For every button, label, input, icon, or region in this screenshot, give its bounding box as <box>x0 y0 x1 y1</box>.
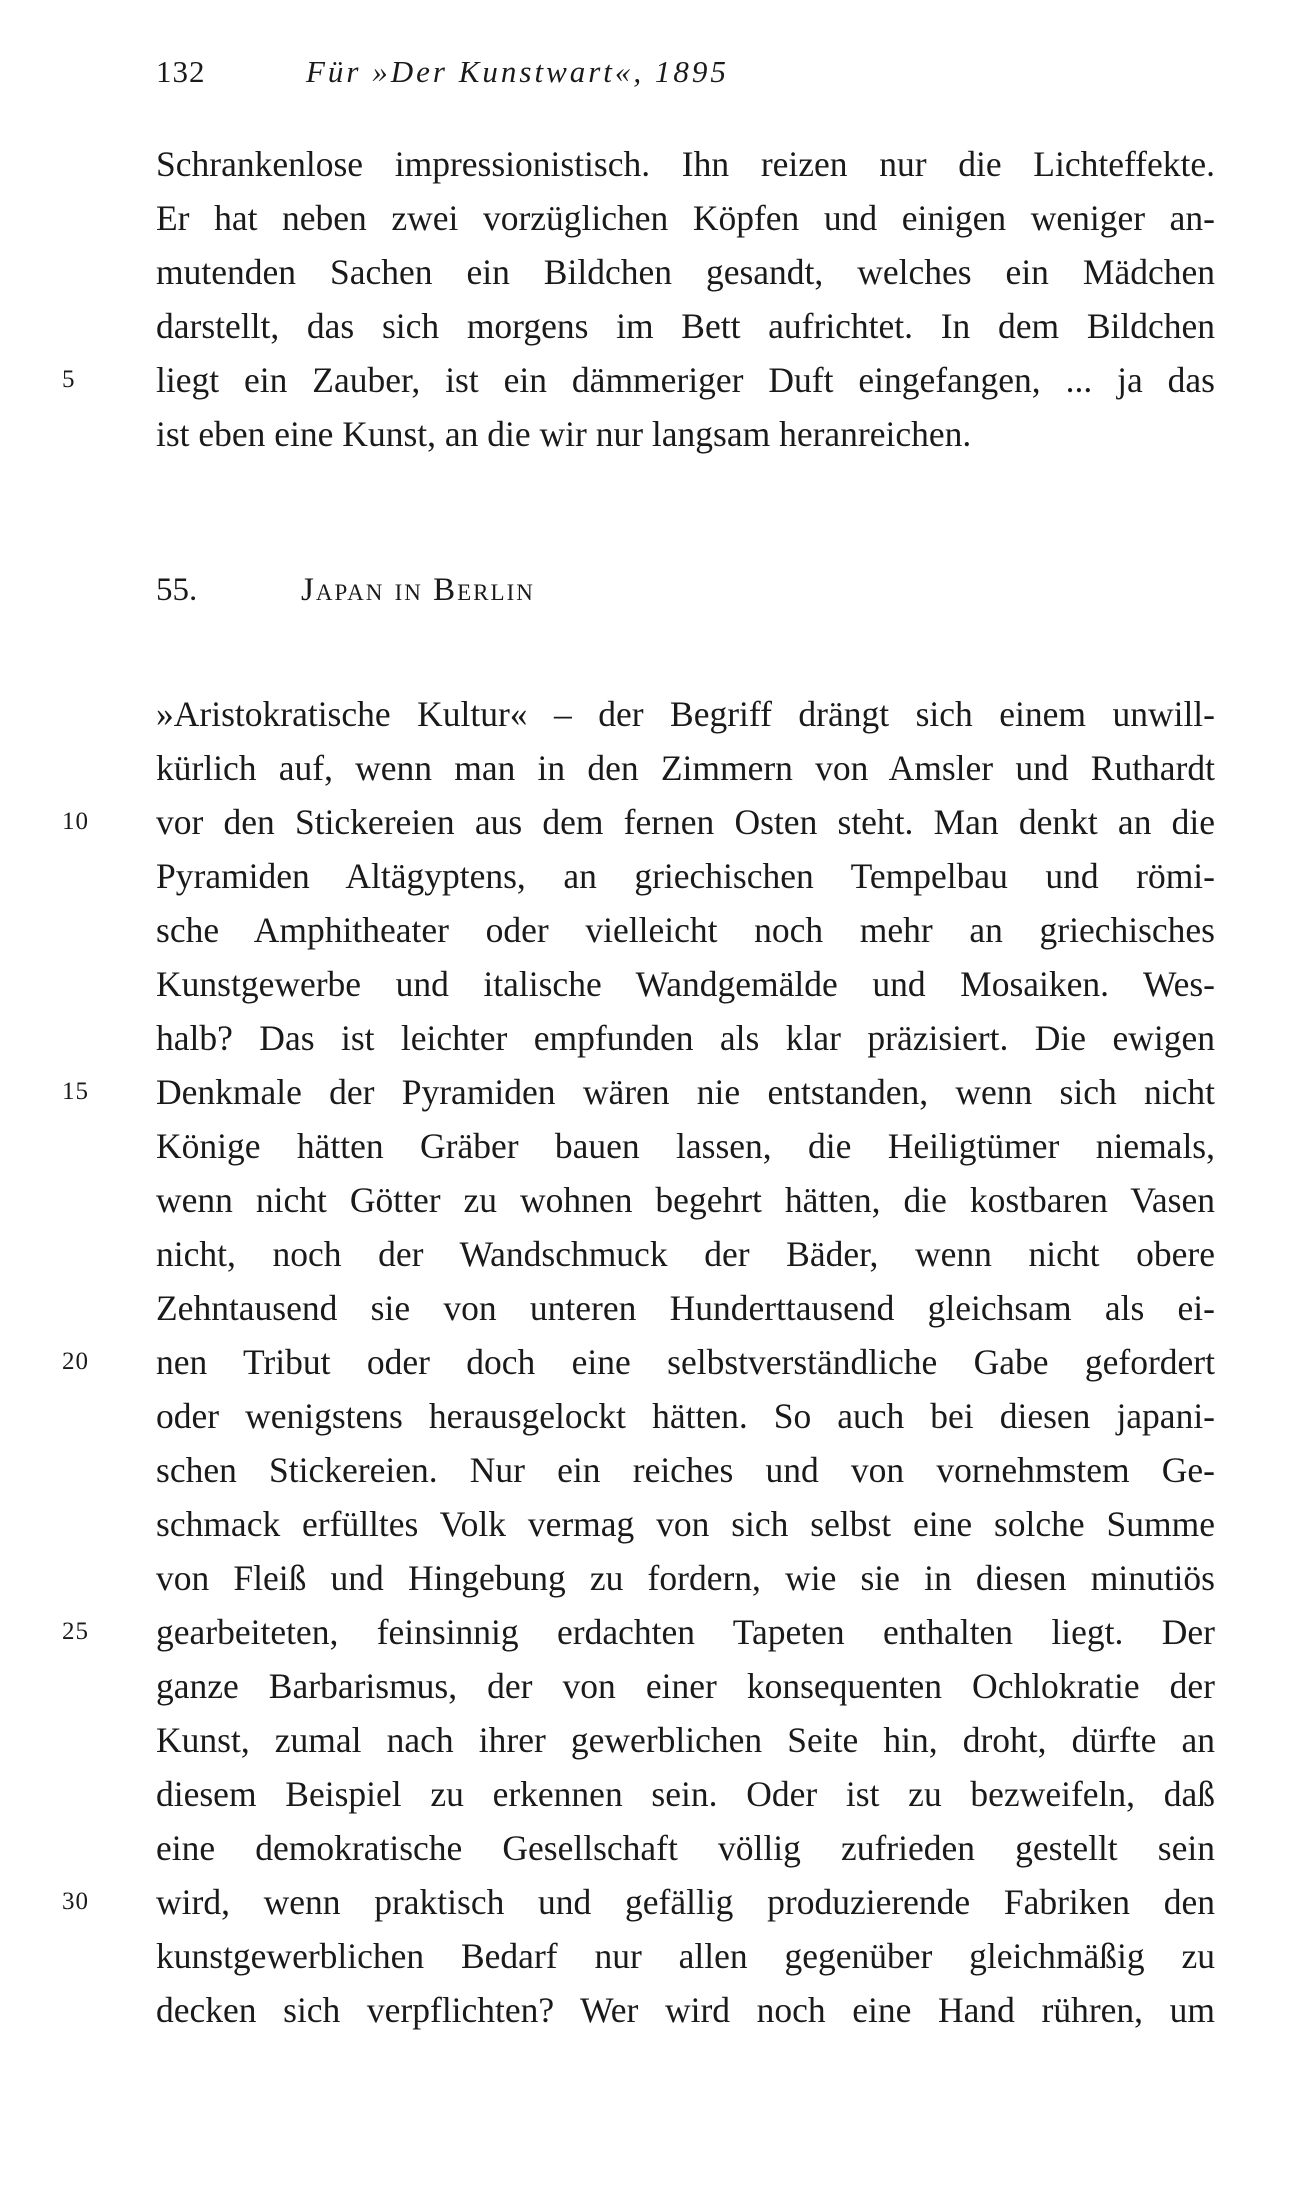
text-line <box>156 1011 1215 1065</box>
line-text: ganze Barbarismus, der von einer konsequenten Ochlokratie der <box>156 1666 1215 1706</box>
section-number: 55. <box>156 572 198 608</box>
page-number: 132 <box>156 54 206 89</box>
line-text: nicht, noch der Wandschmuck der Bäder, wenn nicht obere <box>156 1234 1215 1274</box>
line-text: oder wenigstens herausgelockt hätten. So auch bei diesen japani- <box>156 1396 1215 1436</box>
text-line <box>62 1605 1215 1659</box>
line-text: darstellt, das sich morgens im Bett aufrichtet. In dem Bildchen <box>156 306 1215 346</box>
text-line <box>156 1389 1215 1443</box>
text-line <box>156 687 1215 741</box>
text-line <box>156 957 1215 1011</box>
line-number: 10 <box>62 808 89 835</box>
line-text: wird, wenn praktisch und gefällig produzierende Fabriken den <box>156 1882 1215 1922</box>
line-text: Zehntausend sie von unteren Hunderttausend gleichsam als ei- <box>156 1288 1215 1328</box>
text-line <box>156 1713 1215 1767</box>
line-text: Er hat neben zwei vorzüglichen Köpfen und einigen weniger an- <box>156 198 1215 238</box>
section-body <box>62 687 1215 2037</box>
text-line <box>62 795 1215 849</box>
text-line <box>156 1173 1215 1227</box>
text-line <box>156 1443 1215 1497</box>
text-line <box>156 741 1215 795</box>
intro-paragraph <box>62 137 1215 461</box>
line-text: halb? Das ist leichter empfunden als klar präzisiert. Die ewigen <box>156 1018 1215 1058</box>
line-text: Kunst, zumal nach ihrer gewerblichen Seite hin, droht, dürfte an <box>156 1720 1215 1760</box>
text-line <box>156 849 1215 903</box>
line-number: 20 <box>62 1348 89 1375</box>
text-line <box>62 1335 1215 1389</box>
text-line <box>156 903 1215 957</box>
line-text: Pyramiden Altägyptens, an griechischen Tempelbau und römi- <box>156 856 1215 896</box>
line-text: sche Amphitheater oder vielleicht noch mehr an griechisches <box>156 910 1215 950</box>
text-line <box>156 299 1215 353</box>
line-text: kürlich auf, wenn man in den Zimmern von Amsler und Ruthardt <box>156 748 1215 788</box>
running-header <box>156 54 729 90</box>
text-line <box>62 1875 1215 1929</box>
text-line <box>156 1767 1215 1821</box>
text-line <box>156 407 1215 461</box>
line-text: ist eben eine Kunst, an die wir nur langsam heranreichen. <box>156 414 972 454</box>
line-text: eine demokratische Gesellschaft völlig zufrieden gestellt sein <box>156 1828 1215 1868</box>
line-number: 15 <box>62 1078 89 1105</box>
line-text: gearbeiteten, feinsinnig erdachten Tapeten enthalten liegt. Der <box>156 1612 1215 1652</box>
line-number: 30 <box>62 1888 89 1915</box>
line-text: Denkmale der Pyramiden wären nie entstanden, wenn sich nicht <box>156 1072 1215 1112</box>
line-text: vor den Stickereien aus dem fernen Osten steht. Man denkt an die <box>156 802 1215 842</box>
text-line <box>62 1065 1215 1119</box>
text-line <box>156 1983 1215 2037</box>
line-text: kunstgewerblichen Bedarf nur allen gegenüber gleichmäßig zu <box>156 1936 1215 1976</box>
line-text: Könige hätten Gräber bauen lassen, die Heiligtümer niemals, <box>156 1126 1215 1166</box>
text-line <box>156 191 1215 245</box>
text-line <box>156 1659 1215 1713</box>
line-text: »Aristokratische Kultur« – der Begriff drängt sich einem unwill- <box>156 694 1215 734</box>
line-text: schen Stickereien. Nur ein reiches und von vornehmstem Ge- <box>156 1450 1215 1490</box>
line-text: schmack erfülltes Volk vermag von sich selbst eine solche Summe <box>156 1504 1215 1544</box>
line-text: wenn nicht Götter zu wohnen begehrt hätten, die kostbaren Vasen <box>156 1180 1215 1220</box>
text-line <box>156 1281 1215 1335</box>
line-text: diesem Beispiel zu erkennen sein. Oder ist zu bezweifeln, daß <box>156 1774 1215 1814</box>
text-line <box>156 1227 1215 1281</box>
text-line <box>156 1119 1215 1173</box>
text-line <box>156 1929 1215 1983</box>
text-line <box>156 1497 1215 1551</box>
line-text: mutenden Sachen ein Bildchen gesandt, welches ein Mädchen <box>156 252 1215 292</box>
line-text: decken sich verpflichten? Wer wird noch eine Hand rühren, um <box>156 1990 1215 2030</box>
text-line <box>156 137 1215 191</box>
running-title: Für »Der Kunstwart«, 1895 <box>306 54 729 89</box>
line-number: 5 <box>62 366 76 393</box>
section-title: Japan in Berlin <box>301 572 535 608</box>
line-text: Kunstgewerbe und italische Wandgemälde und Mosaiken. Wes- <box>156 964 1215 1004</box>
text-line <box>62 353 1215 407</box>
line-number: 25 <box>62 1618 89 1645</box>
line-text: nen Tribut oder doch eine selbstverständliche Gabe gefordert <box>156 1342 1215 1382</box>
text-line <box>156 1551 1215 1605</box>
section-heading <box>156 572 535 609</box>
text-line <box>156 1821 1215 1875</box>
line-text: von Fleiß und Hingebung zu fordern, wie sie in diesen minutiös <box>156 1558 1215 1598</box>
line-text: liegt ein Zauber, ist ein dämmeriger Duft eingefangen, ... ja das <box>156 360 1215 400</box>
text-line <box>156 245 1215 299</box>
line-text: Schrankenlose impressionistisch. Ihn reizen nur die Lichteffekte. <box>156 144 1215 184</box>
